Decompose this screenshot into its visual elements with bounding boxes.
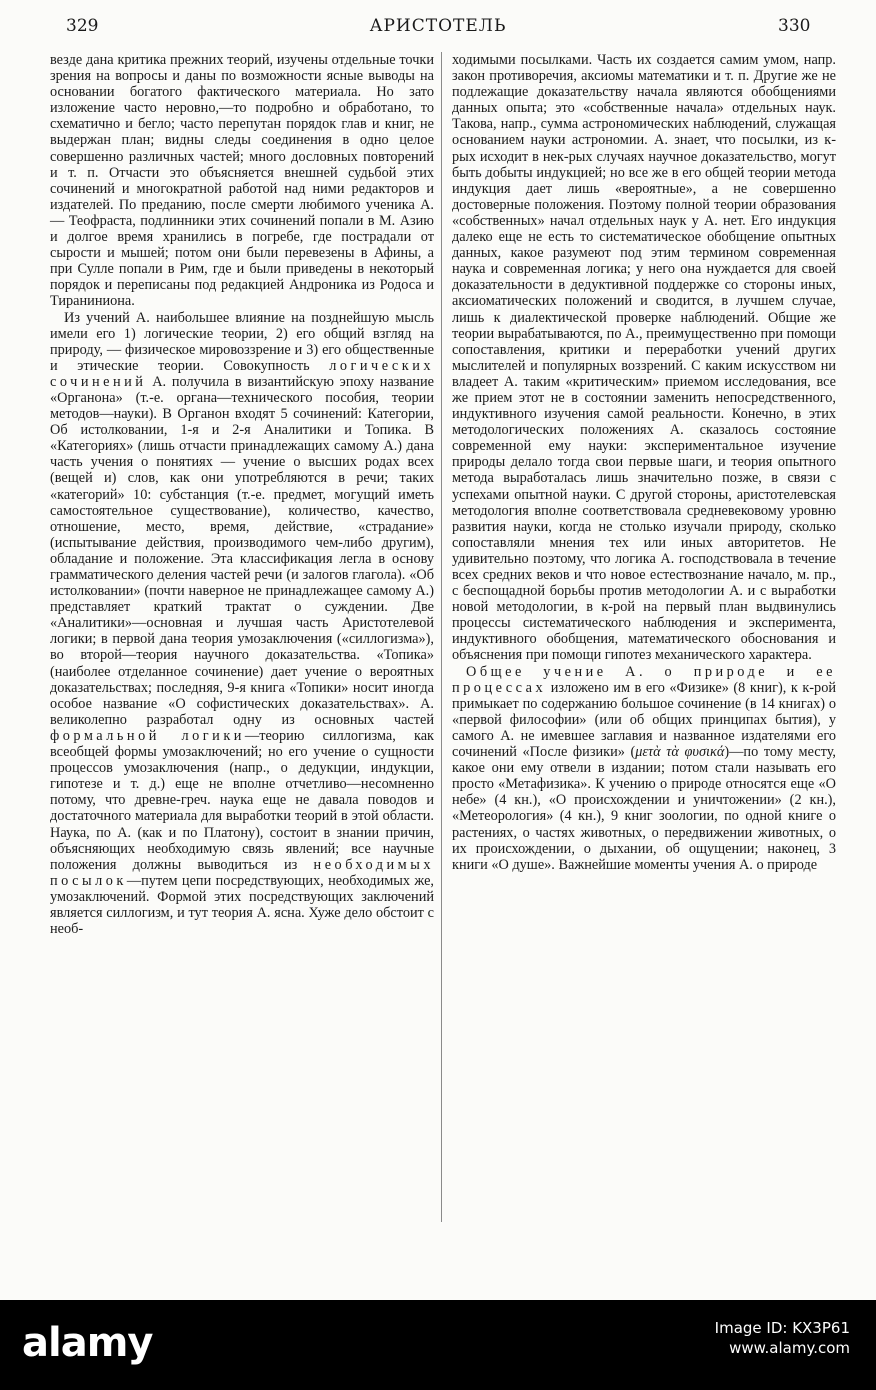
- stock-id: [715, 1318, 850, 1358]
- page-number-right: 330: [778, 16, 811, 36]
- text-run: изложено им в его «Физике» (8 книг), к к-рой примыкает по содержанию большое сочинение (в 14 книгах) о «первой философии» (или об общих принципах бытия), у самого А. не имевшее заглавия и названное издателями его сочинений «После физики» (: [452, 679, 836, 761]
- text-run: —теорию силлогизма, как всеобщей формы умозаключений; но его учение о сущности процессов умозаключения (напр., о дедукции, индукции, гипотезе и т. д.) еще не вполне отчетливо—несомненно потому, что древне-греч. наука еще не давала поводов и достаточного материала для выработки теорий в этой области. Наука, по А. (как и по Платону), состоит в знании причин, объясняющих необходимую связь явлений; все научные положения должны выводиться из: [50, 727, 434, 873]
- text-column-left: [50, 52, 434, 937]
- spaced-emphasis: формальной логики: [50, 727, 245, 744]
- watermark-banner: [0, 1300, 876, 1390]
- site-url: www.alamy.com: [729, 1339, 850, 1357]
- alamy-logo: alamy: [22, 1320, 153, 1366]
- text-run: Из учений А. наибольшее влияние на позднейшую мысль имели его 1) логические теории, 2) его общий взгляд на природу, — физическое мировоззрение и 3) его общественные и этические теории. Совокупность: [50, 309, 434, 374]
- text-run: —путем цепи посредствующих, необходимых же, умозаключений. Формой этих посредствующих заключений является силлогизм, и тут теория А. ясна. Хуже дело обстоит с необ-: [50, 872, 434, 938]
- text-run: А. получила в византийскую эпоху название «Органона» (т.-е. органа—технического пособия, теории методов—науки). В Органон входят 5 сочинений: Категории, Об истолковании, 1-я и 2-я Аналитики и Топика. В «Категориях» (лишь отчасти принадлежащих самому А.) дана часть учения о понятиях — учение о высших родах всех (вещей и) слов, как они употребляются в речи; таких «категорий» 10: субстанция (т.-е. предмет, могущий иметь самостоятельное существование), количество, качество, отношение, место, время, действие, «страдание» (испытывание действия, производимого чем-либо другим), обладание и положение. Эта классификация легла в основу грамматического деления частей речи (и залогов глагола). «Об истолковании» (почти наверное не принадлежащее самому А.) представляет краткий трактат о суждении. Две «Аналитики»—основная и лучшая часть Аристотелевой логики; в первой дана теория умозаключения («силлогизма»), во второй—теория научного доказательства. «Топика» (наиболее отделанное сочинение) дает учение о вероятных доказательствах; последняя, 9-я книга «Топики» носит иногда особое название «О софистических доказательствах». А. великолепно разработал одну из основных частей: [50, 373, 434, 728]
- image-id: Image ID: KX3P61: [714, 1319, 850, 1337]
- spaced-emphasis: Общее учение А. о природе и ее процессах: [452, 663, 836, 696]
- text-run: )—по тому месту, какое они ему отвели в издании; потом стали называть его просто «Метафизика». К учению о природе относятся еще «О небе» (4 кн.), «О происхождении и уничтожении» (2 кн.), «Метеорология» (4 кн.), 9 книг зоологии, по одной книге о растениях, о частях животных, о передвижении животных, о их происхождении, о дыхании, об ощущении; наконец, 3 книги «О душе». Важнейшие моменты учения А. о природе: [452, 744, 837, 873]
- paragraph: везде дана критика прежних теорий, изучены отдельные точки зрения на вопросы и даны по возможности ясные выводы на основании богатого фактического материала. Но зато изложение часто неровно,—то подробно и обработано, то схематично и бегло; часто перепутан порядок глав и книг, не выдержан план; видны следы соединения в одно целое совершенно различных частей; много дословных повторений и т. п. Отчасти это объясняется внешней судьбой этих сочинений и многократной работой над ними редакторов и издателей. По преданию, после смерти любимого ученика А.— Теофраста, подлинники этих сочинений попали в М. Азию и долгое время хранились в погребе, где пострадали от сырости и мышей; потом они были перевезены в Афины, а при Сулле попали в Рим, где и были приведены в некоторый порядок и переписаны под редакцией Андроника из Родоса и Тираниниона.: [50, 52, 434, 310]
- spaced-emphasis: необходимых посылок: [50, 856, 434, 889]
- spaced-emphasis: логических сочинений: [50, 357, 435, 390]
- page-number-left: 329: [66, 16, 99, 36]
- greek-phrase: μετὰ τὰ φυσικά: [635, 744, 725, 761]
- column-divider: [441, 52, 442, 1222]
- text-column-right: [452, 52, 836, 873]
- paragraph: [50, 310, 434, 938]
- paragraph: [452, 664, 836, 873]
- page-header: [0, 12, 876, 42]
- paragraph: ходимыми посылками. Часть их создается самим умом, напр. закон противоречия, аксиомы математики и т. п. Другие же не подлежащие доказательству начала являются обобщениями данных опыта; это «собственные начала» отдельных наук. Такова, напр., сумма астрономических наблюдений, служащая основанием науки астрономии. А. знает, что посылки, из к-рых исходит в нек-рых случаях научное доказательство, могут быть добыты индукцией; но все же в его общей теории метода индукция дает лишь «вероятные», а не совершенно достоверные положения. Поэтому полной теории образования «собственных» начал отдельных наук у А. нет. Его индукция далеко еще не есть то систематическое обобщение опытных данных, какое разумеют под этим термином современная наука и современная логика; у него она нуждается для своей доказательности в дедуктивной поддержке со стороны иных, аксиоматических положений и сводится, в лучшем случае, лишь к диалектической проверке наблюдений. Общие же теории вырабатываются, по А., преимущественно при помощи сопоставления, критики и переработки учений других мыслителей и популярных воззрений. С каким искусством ни владеет А. таким «критическим» приемом исследования, все же прием этот не в состоянии заменить непосредственного, индуктивного изучения самой реальности. Конечно, в этих методологических положениях А. сказалось состояние современной ему науки: экспериментальное изучение природы делало тогда свои первые шаги, и теория опытного метода выработалась лишь значительно позже, в связи с успехами опытной науки. С другой стороны, аристотелевская методология вполне соответствовала средневековому уровню развития науки, когда не столько изучали природу, сколько сопоставляли мнения тех или иных авторитетов. Не удивительно поэтому, что логика А. господствовала в течение всех средних веков и что новое естествознание начало, м. пр., с беспощадной борьбы против методологии А. и с выработки новой методологии, в к-рой на первый план выдвинулись процессы систематического наблюдения и эксперимента, индуктивного обобщения, математического обоснования и объяснения при помощи гипотез механического характера.: [452, 52, 836, 664]
- running-title: АРИСТОТЕЛЬ: [369, 16, 507, 36]
